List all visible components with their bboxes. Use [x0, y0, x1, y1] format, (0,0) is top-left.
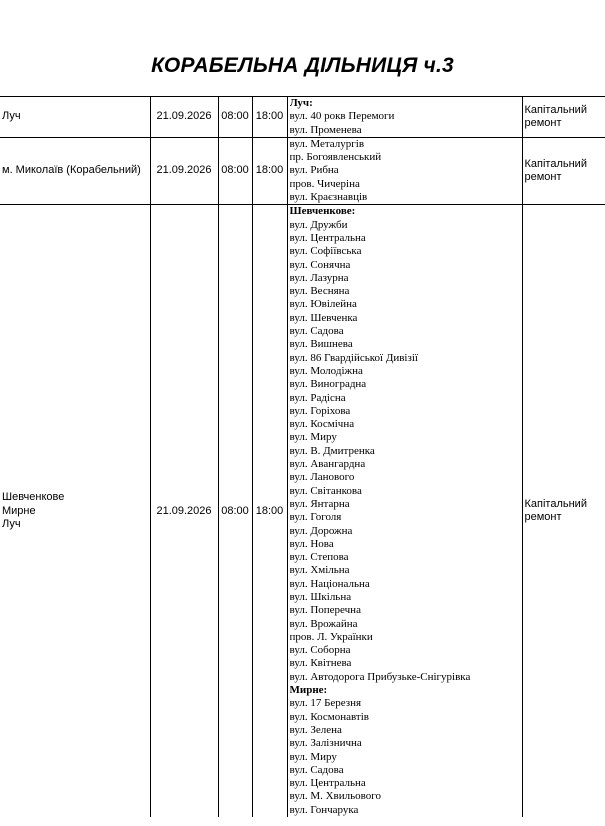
street-item: вул. Поперечна: [289, 604, 361, 617]
date-cell: 21.09.2026: [150, 205, 218, 817]
street-item: вул. Автодорога Прибузьке-Снігурівка: [289, 670, 471, 683]
work-type-text: ремонт: [524, 171, 562, 184]
start-time-cell: 08:00: [218, 137, 252, 204]
work-type-text: ремонт: [524, 511, 562, 524]
street-item: вул. 40 рокв Перемоги: [289, 110, 395, 123]
location-name: м. Миколаїв (Корабельний): [2, 164, 141, 177]
work-type-text: Капітальний: [524, 497, 587, 510]
street-item: вул. Вишнева: [289, 338, 353, 351]
street-item: вул. Променева: [289, 123, 362, 136]
street-item: вул. Весняна: [289, 285, 350, 298]
street-item: вул. Дорожна: [289, 524, 353, 537]
settlement-header: Мирне:: [289, 684, 328, 697]
end-time-cell: 18:00: [252, 137, 287, 204]
date-cell: 21.09.2026: [150, 137, 218, 204]
street-item: вул. Янтарна: [289, 497, 350, 510]
table-row: [0, 97, 605, 138]
page-title: КОРАБЕЛЬНА ДІЛЬНИЦЯ ч.3: [151, 54, 454, 77]
location-name: Луч: [2, 110, 21, 123]
work-type-cell: [522, 137, 605, 204]
schedule-body: [0, 97, 605, 818]
street-item: вул. Залізнична: [289, 737, 362, 750]
location-name: Шевченкове: [2, 491, 65, 504]
street-item: вул. Космонавтів: [289, 710, 369, 723]
street-item: пр. Богоявленський: [289, 151, 382, 164]
street-item: вул. 86 Гвардійської Дивізії: [289, 351, 418, 364]
location-cell: [0, 205, 150, 817]
table-row: [0, 205, 605, 817]
street-item: вул. Соборна: [289, 644, 351, 657]
street-item: вул. Національна: [289, 577, 370, 590]
street-item: вул. Хмільна: [289, 564, 350, 577]
location-name: Мирне: [2, 504, 36, 517]
work-type-cell: [522, 205, 605, 817]
street-item: вул. В. Дмитренка: [289, 444, 375, 457]
street-item: вул. Авангардна: [289, 458, 366, 471]
street-item: вул. Садова: [289, 325, 344, 338]
street-item: вул. Ланового: [289, 471, 355, 484]
date-cell: 21.09.2026: [150, 97, 218, 138]
start-time-cell: 08:00: [218, 205, 252, 817]
streets-cell: [287, 137, 522, 204]
street-item: вул. Краєзнавців: [289, 191, 368, 204]
location-cell: [0, 137, 150, 204]
street-item: вул. Садова: [289, 763, 344, 776]
outage-schedule-table: [0, 96, 605, 817]
street-item: вул. Гоголя: [289, 511, 342, 524]
street-item: вул. Дружби: [289, 218, 348, 231]
work-type-cell: [522, 97, 605, 138]
street-item: вул. Квітнева: [289, 657, 352, 670]
settlement-header: Луч:: [289, 97, 313, 109]
end-time-cell: 18:00: [252, 97, 287, 138]
street-item: пров. Чичеріна: [289, 177, 360, 190]
work-type-text: ремонт: [524, 116, 562, 129]
street-item: вул. Космічна: [289, 418, 355, 431]
end-time-cell: 18:00: [252, 205, 287, 817]
street-item: вул. Рибна: [289, 164, 339, 177]
street-item: вул. Центральна: [289, 777, 366, 790]
street-item: вул. Молодіжна: [289, 364, 363, 377]
street-item: вул. Шкільна: [289, 590, 352, 603]
street-item: вул. Миру: [289, 431, 337, 444]
street-item: вул. Горіхова: [289, 404, 351, 417]
street-item: вул. Зелена: [289, 723, 342, 736]
streets-cell: [287, 205, 522, 817]
street-item: вул. Радісна: [289, 391, 346, 404]
street-item: вул. Нова: [289, 537, 334, 550]
work-type-text: Капітальний: [524, 103, 587, 116]
start-time-cell: 08:00: [218, 97, 252, 138]
street-item: вул. Світанкова: [289, 484, 362, 497]
streets-cell: [287, 97, 522, 138]
street-item: пров. Л. Українки: [289, 630, 373, 643]
street-item: вул. Врожайна: [289, 617, 358, 630]
table-row: [0, 137, 605, 204]
street-item: вул. Лазурна: [289, 271, 349, 284]
street-item: вул. Ювілейна: [289, 298, 357, 311]
street-item: вул. Софіївська: [289, 245, 362, 258]
street-item: вул. М. Хвильового: [289, 790, 381, 803]
location-cell: [0, 97, 150, 138]
street-item: вул. 17 Березня: [289, 697, 362, 710]
location-name: Луч: [2, 517, 21, 530]
street-item: вул. Гончарука: [289, 803, 359, 816]
street-item: вул. Сонячна: [289, 258, 351, 271]
street-item: вул. Центральна: [289, 231, 366, 244]
street-item: вул. Степова: [289, 551, 349, 564]
street-item: вул. Шевченка: [289, 311, 358, 324]
street-item: вул. Металургів: [289, 137, 365, 150]
work-type-text: Капітальний: [524, 157, 587, 170]
street-item: вул. Виноградна: [289, 378, 367, 391]
settlement-header: Шевченкове:: [289, 205, 356, 218]
street-item: вул. Миру: [289, 750, 337, 763]
